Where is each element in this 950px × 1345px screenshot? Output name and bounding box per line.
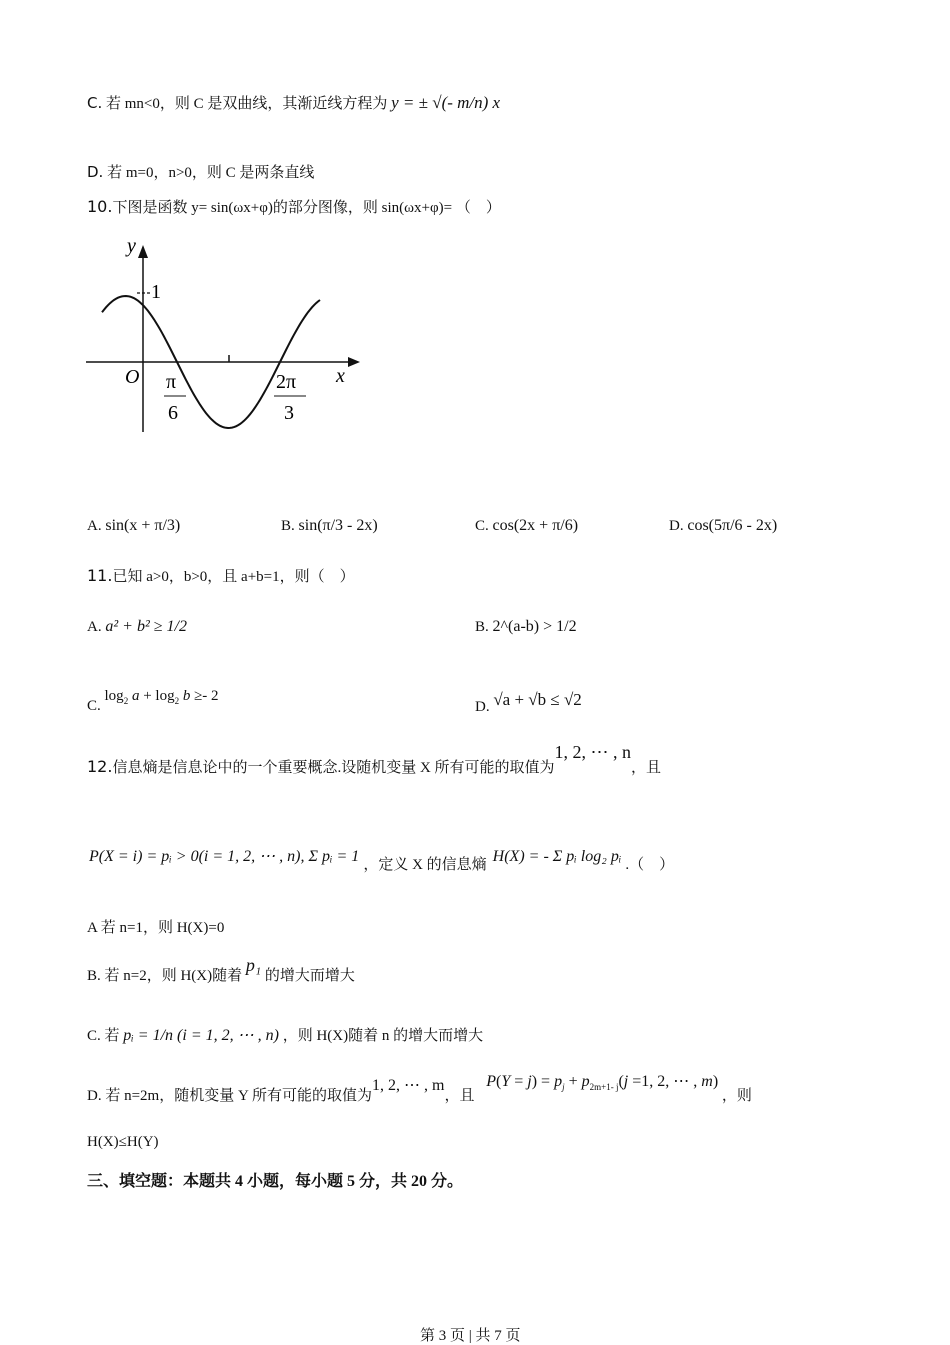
- q12-option-d: D. 若 n=2m，随机变量 Y 所有可能的取值为1, 2, ⋯ , m，且 $P(Y = j) = p_j + p_{2m+1- j}(j =1$, 2, ⋯ , m) ，则: [87, 1073, 752, 1104]
- tick2-denominator: 3: [284, 402, 294, 424]
- q11-stem: 11.已知 a>0，b>0，且 a+b=1，则（ ）: [87, 566, 355, 585]
- x-axis-arrow: [348, 357, 360, 367]
- q10-option-d-text: cos(5π/6 - 2x): [687, 517, 778, 534]
- q12-prob-formula: P(X = i) = pᵢ > 0(i = 1, 2, ⋯ , n), Σ pᵢ = 1: [89, 848, 360, 865]
- q10-option-c-text: cos(2x + π/6): [492, 517, 579, 534]
- q10-option-d: D. cos(5π/6 - 2x): [669, 517, 778, 534]
- q11-option-d: D. √a + √b ≤ √2: [475, 690, 582, 715]
- q9-option-c: C. 若 mn<0，则 C 是双曲线，其渐近线方程为 y = ± √(- m/n) x: [87, 93, 501, 112]
- q10-option-a: A. sin(x + π/3): [87, 517, 181, 534]
- tick1-denominator: 6: [168, 402, 178, 424]
- q9-option-d: D. 若 m=0，n>0，则 C 是两条直线: [87, 163, 315, 181]
- q10-option-b-text: sin(π/3 - 2x): [298, 517, 378, 534]
- q12-option-c: C. 若 pᵢ = 1/n (i = 1, 2, ⋯ , n) ，则 H(X)随着 n 的增大而增大: [87, 1027, 484, 1044]
- q10-option-c: C. cos(2x + π/6): [475, 517, 579, 534]
- y-axis-label: y: [127, 235, 136, 257]
- q11-option-a-text: a² + b² ≥ 1/2: [105, 618, 187, 635]
- q11-option-b-text: 2^(a-b) > 1/2: [492, 618, 577, 635]
- q11-option-d-text: √a + √b ≤ √2: [493, 690, 582, 709]
- tick1-numerator: π: [166, 371, 177, 393]
- q12-stem: 12.信息熵是信息论中的一个重要概念.设随机变量 X 所有可能的取值为1, 2, ⋯ , n，且: [87, 742, 662, 776]
- q9-c-formula: y = ± √(- m/n) x: [391, 93, 501, 112]
- q12-line2: P(X = i) = pᵢ > 0(i = 1, 2, ⋯ , n), Σ pᵢ = 1 ，定义 X 的信息熵 H(X) = - Σ pᵢ log₂ pᵢ .（ ）: [89, 848, 675, 873]
- max-label: 1: [151, 281, 161, 303]
- x-axis-label: x: [336, 365, 345, 387]
- y-axis-arrow: [138, 245, 148, 258]
- section-heading: 三、填空题：本题共 4 小题，每小题 5 分，共 20 分。: [87, 1173, 464, 1190]
- origin-label: O: [125, 366, 140, 388]
- q11-option-b: B. 2^(a-b) > 1/2: [475, 618, 577, 635]
- q10-stem: 10.下图是函数 y= sin(ωx+φ)的部分图像，则 sin(ωx+φ)= （ ）: [87, 197, 501, 216]
- q12-option-d-cont: H(X)≤H(Y): [87, 1134, 159, 1150]
- page-footer: 第 3 页 | 共 7 页: [420, 1328, 521, 1344]
- q11-option-c: C. $\log_2 a + \log_2 b \ge- 2$: [87, 688, 219, 714]
- q10-option-a-text: sin(x + π/3): [105, 517, 181, 534]
- q12-option-a: A 若 n=1，则 H(X)=0: [87, 920, 225, 936]
- q12-entropy-formula: H(X) = - Σ pᵢ log₂ pᵢ: [492, 848, 622, 865]
- q10-option-b: B. sin(π/3 - 2x): [281, 517, 378, 534]
- tick2-numerator: 2π: [276, 371, 297, 393]
- q12-option-b: B. 若 n=2，则 H(X)随着 p₁ 的增大而增大: [87, 955, 355, 984]
- q11-option-a: A. a² + b² ≥ 1/2: [87, 618, 187, 635]
- q12-c-formula: pᵢ = 1/n (i = 1, 2, ⋯ , n): [123, 1027, 279, 1044]
- sine-graph: [0, 0, 400, 450]
